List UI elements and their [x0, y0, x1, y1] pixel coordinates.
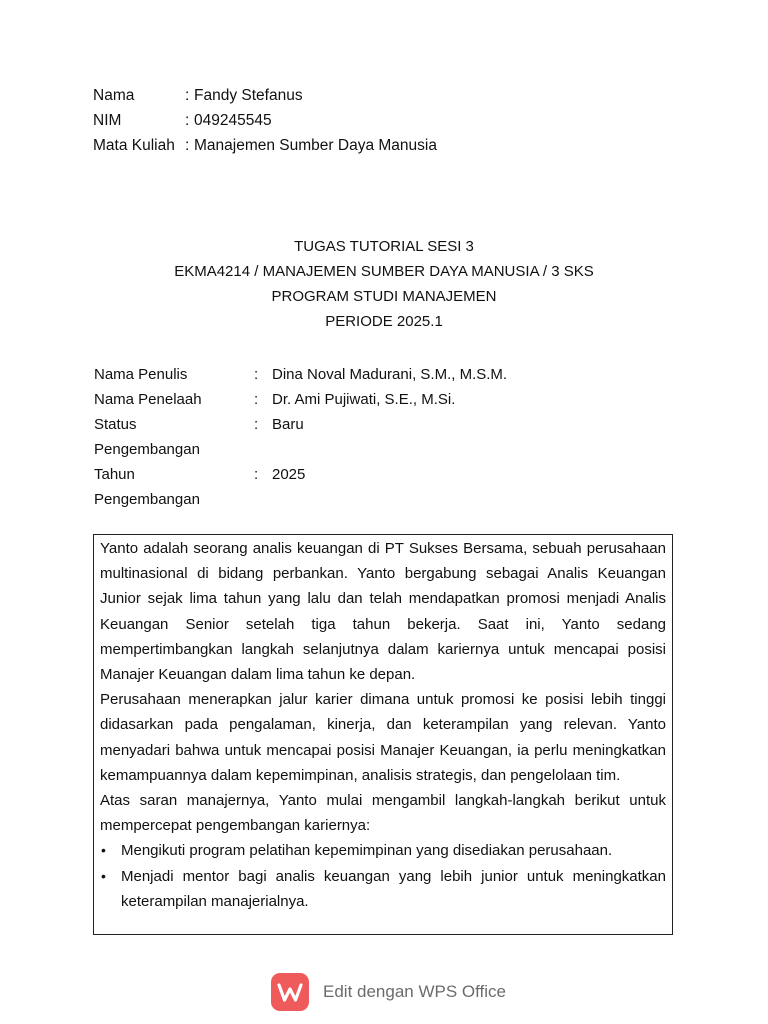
- header-label: Nama: [93, 87, 135, 104]
- header-value: Manajemen Sumber Daya Manusia: [194, 137, 437, 154]
- bullet-icon: •: [101, 867, 106, 884]
- header-value: 049245545: [194, 112, 272, 129]
- header-label: NIM: [93, 112, 122, 129]
- wps-edit-link[interactable]: Edit dengan WPS Office: [323, 982, 507, 1001]
- info-value: Dina Noval Madurani, S.M., M.S.M.: [272, 366, 508, 383]
- case-paragraph: Yanto adalah seorang analis keuangan di PT Sukses Bersama, sebuah perusahaan multinasional di bidang perbankan. Yanto bergabung sebagai Analis Keuangan Junior sejak lima tahun yang lalu dan telah mendapatkan promosi menjadi Analis Keuangan Senior setelah tiga tahun bekerja. Saat ini, Yanto sedang mempertimbangkan langkah selanjutnya dalam kariernya untuk mencapai posisi Manajer Keuangan dalam lima tahun ke depan.: [100, 540, 666, 684]
- info-value: Dr. Ami Pujiwati, S.E., M.Si.: [272, 391, 456, 408]
- header-row-nama: [93, 85, 437, 110]
- info-row: [94, 462, 507, 512]
- list-item: [100, 838, 666, 863]
- info-label: Nama Penulis: [94, 366, 188, 383]
- title-line: EKMA4214 / MANAJEMEN SUMBER DAYA MANUSIA / 3 SKS: [174, 263, 594, 280]
- wps-edit-banner[interactable]: [271, 972, 506, 1012]
- info-separator: :: [254, 466, 259, 483]
- document-title-block: [0, 236, 768, 336]
- bullet-icon: •: [101, 842, 106, 859]
- case-study-box: [93, 534, 673, 935]
- info-label: Nama Penelaah: [94, 391, 202, 408]
- info-separator: :: [254, 366, 259, 383]
- info-separator: :: [254, 416, 259, 433]
- info-value: Baru: [272, 416, 304, 433]
- header-separator: :: [185, 112, 190, 129]
- case-paragraph: Perusahaan menerapkan jalur karier dimana untuk promosi ke posisi lebih tinggi didasarkan pada pengalaman, kinerja, dan keterampilan yang relevan. Yanto menyadari bahwa untuk mencapai posisi Manajer Keuangan, ia perlu meningkatkan kemampuannya dalam kepemimpinan, analisis strategis, dan pengelolaan tim.: [100, 691, 666, 784]
- list-item-text: Mengikuti program pelatihan kepemimpinan yang disediakan perusahaan.: [121, 842, 613, 860]
- document-info-table: [94, 362, 507, 512]
- info-row: [94, 362, 507, 387]
- info-label: Tahun Pengembangan: [94, 466, 200, 508]
- case-paragraph: Atas saran manajernya, Yanto mulai mengambil langkah-langkah berikut untuk mempercepat pengembangan kariernya:: [100, 792, 666, 835]
- student-header: [93, 85, 437, 160]
- title-line: PROGRAM STUDI MANAJEMEN: [271, 288, 497, 305]
- header-separator: :: [185, 137, 190, 154]
- info-value: 2025: [272, 466, 306, 483]
- header-row-mata-kuliah: [93, 135, 437, 160]
- case-bullet-list: [100, 838, 666, 914]
- header-value: Fandy Stefanus: [194, 87, 303, 104]
- header-separator: :: [185, 87, 190, 104]
- list-item: [100, 864, 666, 914]
- info-separator: :: [254, 391, 259, 408]
- info-label: Status Pengembangan: [94, 416, 200, 458]
- header-row-nim: [93, 110, 437, 135]
- wps-office-logo-icon[interactable]: [271, 973, 309, 1011]
- list-item-text: Menjadi mentor bagi analis keuangan yang lebih junior untuk meningkatkan keterampilan manajerialnya.: [121, 867, 666, 910]
- info-row: [94, 412, 507, 462]
- title-line: PERIODE 2025.1: [325, 313, 443, 330]
- info-row: [94, 387, 507, 412]
- header-label: Mata Kuliah: [93, 137, 175, 154]
- title-line: TUGAS TUTORIAL SESI 3: [294, 238, 474, 255]
